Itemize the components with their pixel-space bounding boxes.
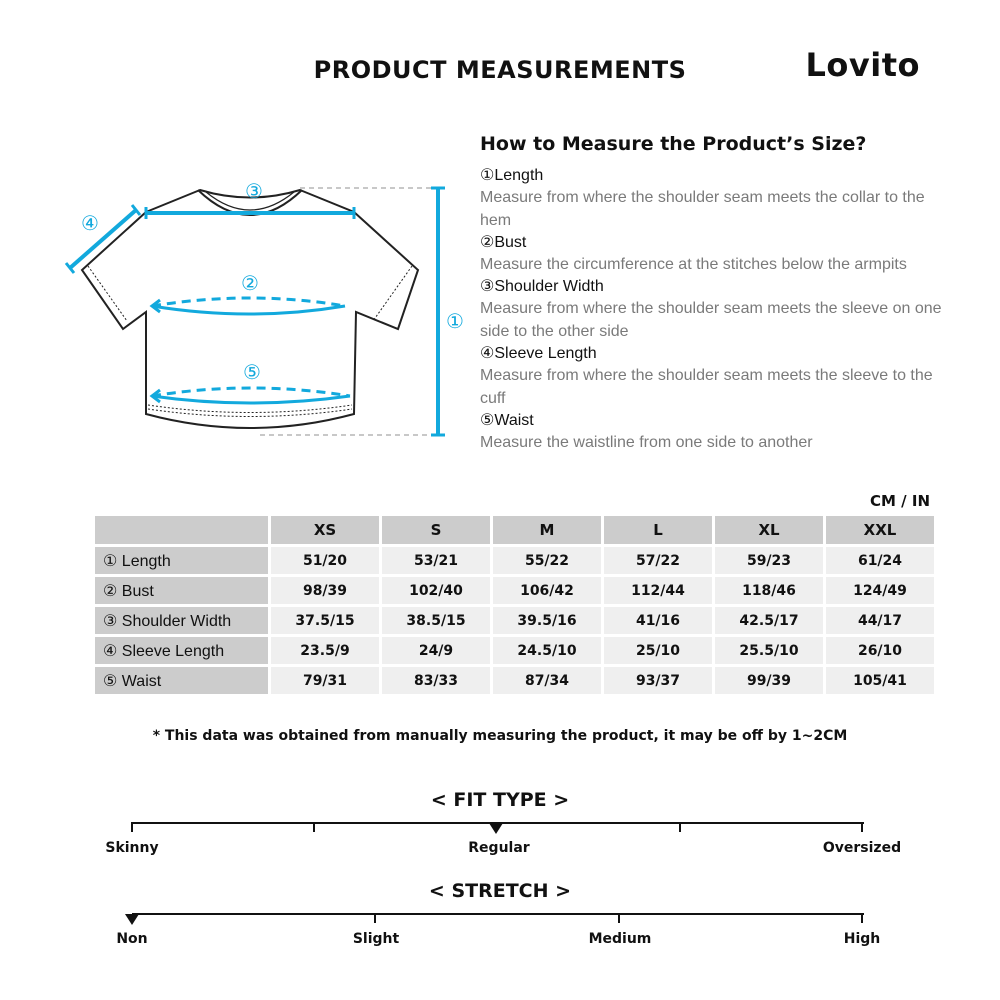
size-header: L xyxy=(604,516,712,544)
size-table xyxy=(92,513,937,697)
table-cell: 51/20 xyxy=(271,547,379,574)
measure-guide xyxy=(480,133,950,455)
table-cell: 99/39 xyxy=(715,667,823,694)
table-cell: 25/10 xyxy=(604,637,712,664)
table-cell: 55/22 xyxy=(493,547,601,574)
table-cell: 124/49 xyxy=(826,577,934,604)
guide-item-label: ⑤Waist xyxy=(480,412,534,429)
table-header-row xyxy=(95,516,934,544)
guide-item-length xyxy=(480,166,950,232)
table-cell: 87/34 xyxy=(493,667,601,694)
stretch-label-medium: Medium xyxy=(588,931,652,947)
fit-type-tick xyxy=(679,822,681,832)
fit-type-label-oversized: Oversized xyxy=(822,840,902,856)
marker-shoulder: ③ xyxy=(245,179,263,203)
table-cell: 39.5/16 xyxy=(493,607,601,634)
fit-type-label-skinny: Skinny xyxy=(105,840,159,856)
size-header: XS xyxy=(271,516,379,544)
size-header: S xyxy=(382,516,490,544)
guide-item-desc: Measure from where the shoulder seam meets the sleeve to the cuff xyxy=(480,367,933,407)
page-title: PRODUCT MEASUREMENTS xyxy=(313,56,687,84)
row-label: ② Bust xyxy=(95,577,268,604)
guide-item-sleeve-length xyxy=(480,344,950,410)
table-cell: 59/23 xyxy=(715,547,823,574)
guide-item-label: ③Shoulder Width xyxy=(480,278,604,295)
table-cell: 26/10 xyxy=(826,637,934,664)
table-cell: 106/42 xyxy=(493,577,601,604)
table-cell: 57/22 xyxy=(604,547,712,574)
measurement-note: * This data was obtained from manually measuring the product, it may be off by 1~2CM xyxy=(152,728,848,744)
fit-type-tick xyxy=(313,822,315,832)
guide-item-desc: Measure the waistline from one side to another xyxy=(480,434,813,451)
table-cell: 83/33 xyxy=(382,667,490,694)
table-cell: 44/17 xyxy=(826,607,934,634)
table-cell: 98/39 xyxy=(271,577,379,604)
table-cell: 23.5/9 xyxy=(271,637,379,664)
fit-type-tick xyxy=(131,822,133,832)
guide-item-label: ①Length xyxy=(480,167,544,184)
table-cell: 93/37 xyxy=(604,667,712,694)
table-row xyxy=(95,637,934,664)
marker-sleeve: ④ xyxy=(81,211,99,235)
guide-item-shoulder-width xyxy=(480,277,950,343)
tshirt-outline xyxy=(82,190,418,428)
row-label: ③ Shoulder Width xyxy=(95,607,268,634)
size-header: XXL xyxy=(826,516,934,544)
row-label: ④ Sleeve Length xyxy=(95,637,268,664)
table-cell: 105/41 xyxy=(826,667,934,694)
table-row xyxy=(95,577,934,604)
guide-item-label: ②Bust xyxy=(480,234,527,251)
guide-item-waist xyxy=(480,411,950,454)
table-cell: 118/46 xyxy=(715,577,823,604)
table-cell: 53/21 xyxy=(382,547,490,574)
table-cell: 79/31 xyxy=(271,667,379,694)
table-row xyxy=(95,667,934,694)
table-cell: 38.5/15 xyxy=(382,607,490,634)
fit-type-tick xyxy=(861,822,863,832)
table-cell: 112/44 xyxy=(604,577,712,604)
stretch-scale xyxy=(132,913,864,915)
measure-guide-title: How to Measure the Product’s Size? xyxy=(480,133,867,155)
stretch-tick xyxy=(618,913,620,923)
table-cell: 24.5/10 xyxy=(493,637,601,664)
marker-bust: ② xyxy=(241,271,259,295)
stretch-label-non: Non xyxy=(116,931,148,947)
size-header: M xyxy=(493,516,601,544)
row-label: ⑤ Waist xyxy=(95,667,268,694)
fit-type-selected-marker xyxy=(489,823,503,834)
table-row xyxy=(95,607,934,634)
guide-item-label: ④Sleeve Length xyxy=(480,345,597,362)
row-label: ① Length xyxy=(95,547,268,574)
stretch-tick xyxy=(374,913,376,923)
stretch-tick xyxy=(861,913,863,923)
size-header: XL xyxy=(715,516,823,544)
marker-waist: ⑤ xyxy=(243,360,261,384)
table-cell: 61/24 xyxy=(826,547,934,574)
table-cell: 41/16 xyxy=(604,607,712,634)
tshirt-illustration xyxy=(60,170,480,450)
guide-item-desc: Measure from where the shoulder seam meets the collar to the hem xyxy=(480,189,925,229)
unit-label: CM / IN xyxy=(870,492,930,510)
marker-length: ① xyxy=(446,309,464,333)
stretch-selected-marker xyxy=(125,914,139,925)
brand-logo: Lovito xyxy=(805,46,920,84)
table-cell: 42.5/17 xyxy=(715,607,823,634)
stretch-label-slight: Slight xyxy=(352,931,400,947)
stretch-label-high: High xyxy=(843,931,881,947)
table-cell: 37.5/15 xyxy=(271,607,379,634)
table-corner-cell xyxy=(95,516,268,544)
stretch-title: < STRETCH > xyxy=(428,880,572,902)
table-cell: 25.5/10 xyxy=(715,637,823,664)
guide-item-desc: Measure the circumference at the stitches below the armpits xyxy=(480,256,907,273)
table-cell: 102/40 xyxy=(382,577,490,604)
table-row xyxy=(95,547,934,574)
table-cell: 24/9 xyxy=(382,637,490,664)
guide-item-bust xyxy=(480,233,950,276)
tshirt-diagram xyxy=(60,170,480,450)
guide-item-desc: Measure from where the shoulder seam meets the sleeve on one side to the other side xyxy=(480,300,942,340)
fit-type-title: < FIT TYPE > xyxy=(430,789,570,811)
fit-type-label-regular: Regular xyxy=(468,840,530,856)
